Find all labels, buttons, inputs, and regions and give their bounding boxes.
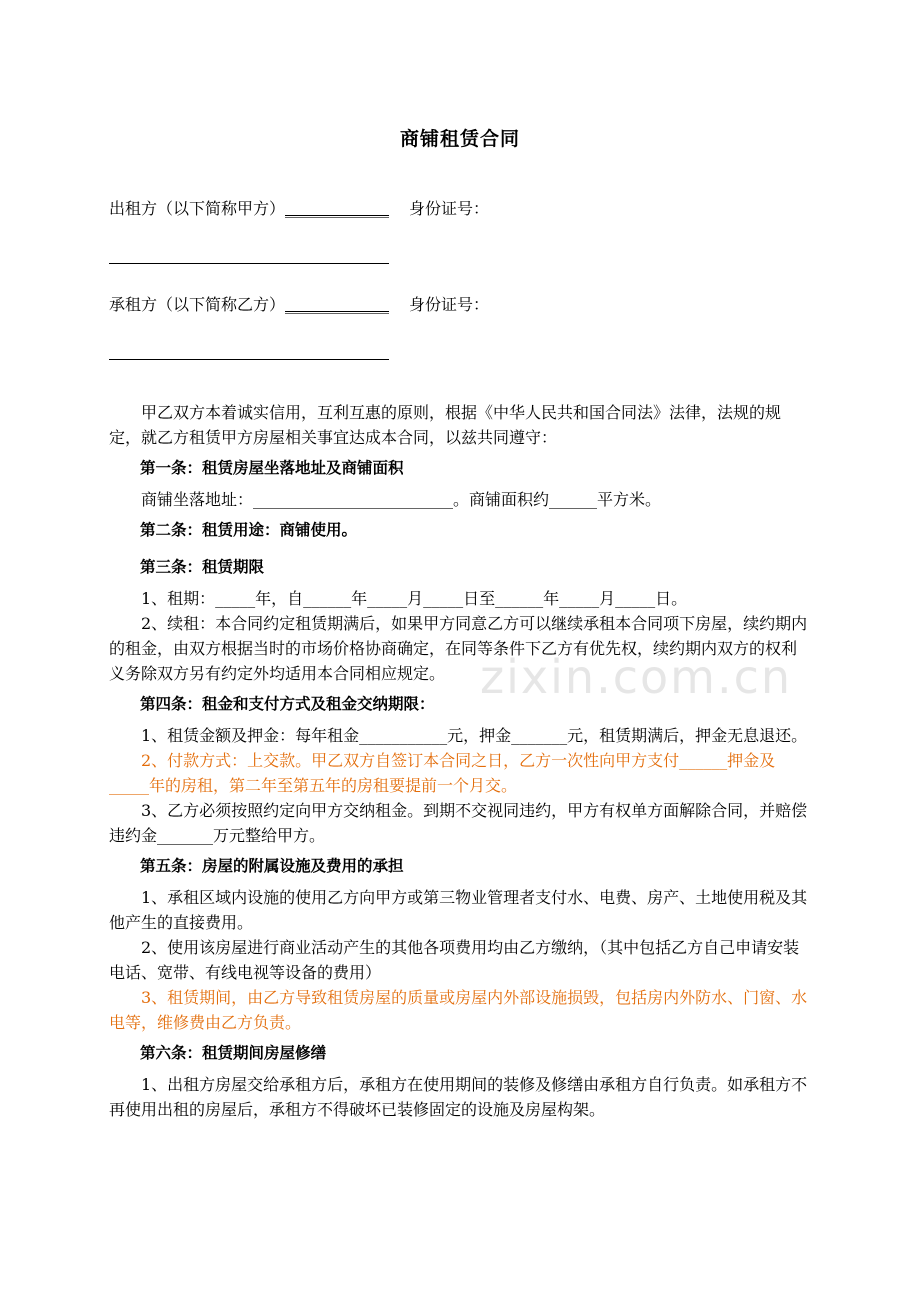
lessee-id-label: 身份证号： (409, 295, 490, 314)
article-5-repair: 3、租赁期间，由乙方导致租赁房屋的质量或房屋内外部设施损毁，包括房内外防水、门窗、水电等，维修费由乙方负责。 (109, 988, 808, 1032)
lessor-id-label: 身份证号： (409, 199, 490, 218)
lessee-label: 承租方（以下简称乙方） (109, 295, 286, 314)
lessee-id-blank (109, 359, 389, 360)
contract-body (109, 400, 809, 1122)
article-5-facilities: 1、承租区域内设施的使用乙方向甲方或第三物业管理者支付水、电费、房产、土地使用税及其他产生的直接费用。 (109, 888, 808, 932)
article-1-text: 商铺坐落地址：_________________________。商铺面积约______平方米。 (141, 490, 662, 509)
lessor-label: 出租方（以下简称甲方） (109, 199, 286, 218)
article-6-renovation: 1、出租方房屋交给承租方后，承租方在使用期间的装修及修缮由承租方自行负责。如承租方不再使用出租的房屋后，承租方不得破坏已装修固定的设施及房屋构架。 (109, 1075, 808, 1119)
article-4-payment-method: 2、付款方式：上交款。甲乙双方自签订本合同之日，乙方一次性向甲方支付______押金及_____年的房租，第二年至第五年的房租要提前一个月交。 (109, 751, 776, 795)
article-6-heading: 第六条：租赁期间房屋修缮 (140, 1044, 327, 1062)
article-4-amount: 1、租赁金额及押金：每年租金___________元，押金_______元，租赁期满后，押金无息退还。 (141, 726, 808, 745)
lessor-line (109, 198, 489, 220)
document-title: 商铺租赁合同 (399, 128, 520, 150)
article-5-other-fees: 2、使用该房屋进行商业活动产生的其他各项费用均由乙方缴纳，（其中包括乙方自己申请安装电话、宽带、有线电视等设备的费用） (109, 938, 800, 982)
lessor-id-blank (109, 263, 389, 264)
article-3-renewal: 2、续租：本合同约定租赁期满后，如果甲方同意乙方可以继续承租本合同项下房屋，续约期内的租金，由双方根据当时的市场价格协商确定，在同等条件下乙方有优先权，续约期内双方的权利义务除双方另有约定外均适用本合同相应规定。 (109, 614, 808, 683)
lessor-name-blank: _____________ (285, 199, 390, 218)
watermark: zixin.com.cn (480, 650, 793, 704)
article-5-heading: 第五条：房屋的附属设施及费用的承担 (140, 857, 404, 875)
lessee-name-blank: _____________ (285, 295, 390, 314)
article-1-heading: 第一条：租赁房屋坐落地址及商铺面积 (140, 459, 404, 477)
article-4-breach: 3、乙方必须按照约定向甲方交纳租金。到期不交视同违约，甲方有权单方面解除合同，并赔偿违约金_______万元整给甲方。 (109, 801, 808, 845)
article-3-heading: 第三条：租赁期限 (140, 558, 265, 576)
intro-paragraph: 甲乙双方本着诚实信用，互利互惠的原则，根据《中华人民共和国合同法》法律，法规的规定，就乙方租赁甲方房屋相关事宜达成本合同，以兹共同遵守： (109, 403, 782, 447)
article-4-heading: 第四条：租金和支付方式及租金交纳期限： (140, 695, 435, 713)
article-3-term: 1、租期：_____年，自______年_____月_____日至______年_____月_____日。 (141, 589, 688, 608)
article-2-heading: 第二条：租赁用途：商铺使用。 (140, 521, 358, 539)
lessee-line (109, 294, 489, 316)
